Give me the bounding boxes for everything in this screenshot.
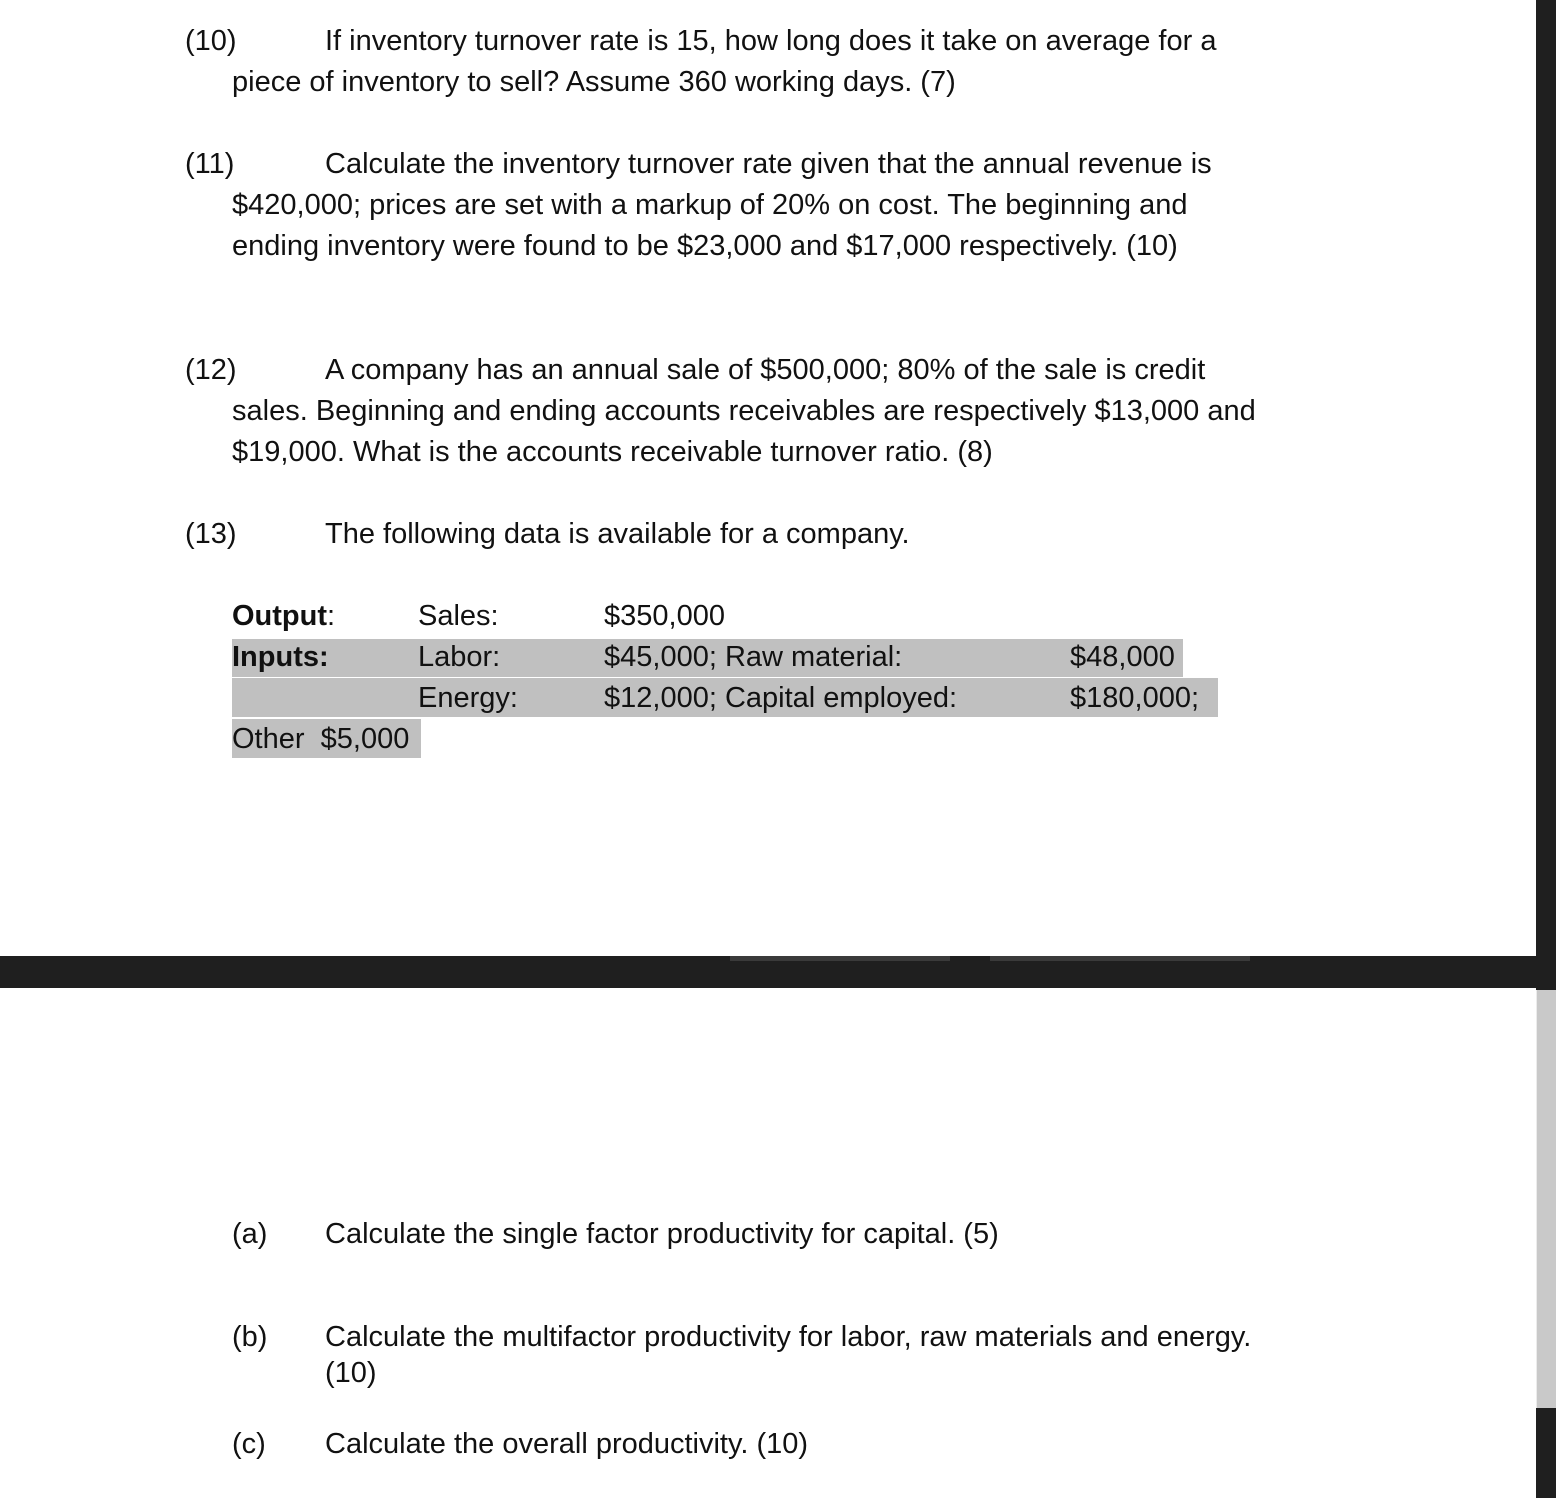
question-text-line: $19,000. What is the accounts receivable turnover ratio. (8) [232,436,993,468]
question-text-line: sales. Beginning and ending accounts receivables are respectively $13,000 and [232,395,1256,427]
energy-label: Energy: [418,682,518,714]
question-text-line: piece of inventory to sell? Assume 360 working days. (7) [232,66,956,98]
inputs-label: Inputs: [232,641,329,673]
separator-ghost-text [990,956,1250,961]
scrollbar-thumb[interactable] [1537,990,1556,1408]
question-number: (12) [185,354,237,386]
part-text-c: Calculate the overall productivity. (10) [325,1428,809,1460]
sales-value: $350,000 [604,600,725,632]
scrollbar-track-dark [1536,1408,1556,1498]
energy-value: $12,000; Capital employed: [604,682,958,714]
sales-label: Sales: [418,600,499,632]
part-label-c: (c) [232,1428,266,1460]
part-text-b-cont: (10) [325,1357,377,1389]
question-text-line: If inventory turnover rate is 15, how long does it take on average for a [325,25,1217,57]
question-text-line: ending inventory were found to be $23,000 and $17,000 respectively. (10) [232,230,1178,262]
scrollbar-track-dark [1536,0,1556,990]
question-number: (13) [185,518,237,550]
raw-material-value: $48,000 [1070,641,1175,673]
question-text-line: A company has an annual sale of $500,000; 80% of the sale is credit [325,354,1206,386]
question-number: (11) [185,148,235,180]
question-text-line: The following data is available for a company. [325,518,910,550]
part-text-b: Calculate the multifactor productivity for labor, raw materials and energy. [325,1321,1252,1353]
other-input: Other $5,000 [232,723,410,755]
question-number: (10) [185,25,237,57]
separator-ghost-text [730,956,950,961]
part-label-a: (a) [232,1218,268,1250]
labor-value: $45,000; Raw material: [604,641,903,673]
question-text-line: Calculate the inventory turnover rate given that the annual revenue is [325,148,1212,180]
part-text-a: Calculate the single factor productivity for capital. (5) [325,1218,999,1250]
question-text-line: $420,000; prices are set with a markup of 20% on cost. The beginning and [232,189,1188,221]
capital-value: $180,000; [1070,682,1200,714]
part-label-b: (b) [232,1321,268,1353]
output-label: Output: [232,600,336,632]
labor-label: Labor: [418,641,501,673]
